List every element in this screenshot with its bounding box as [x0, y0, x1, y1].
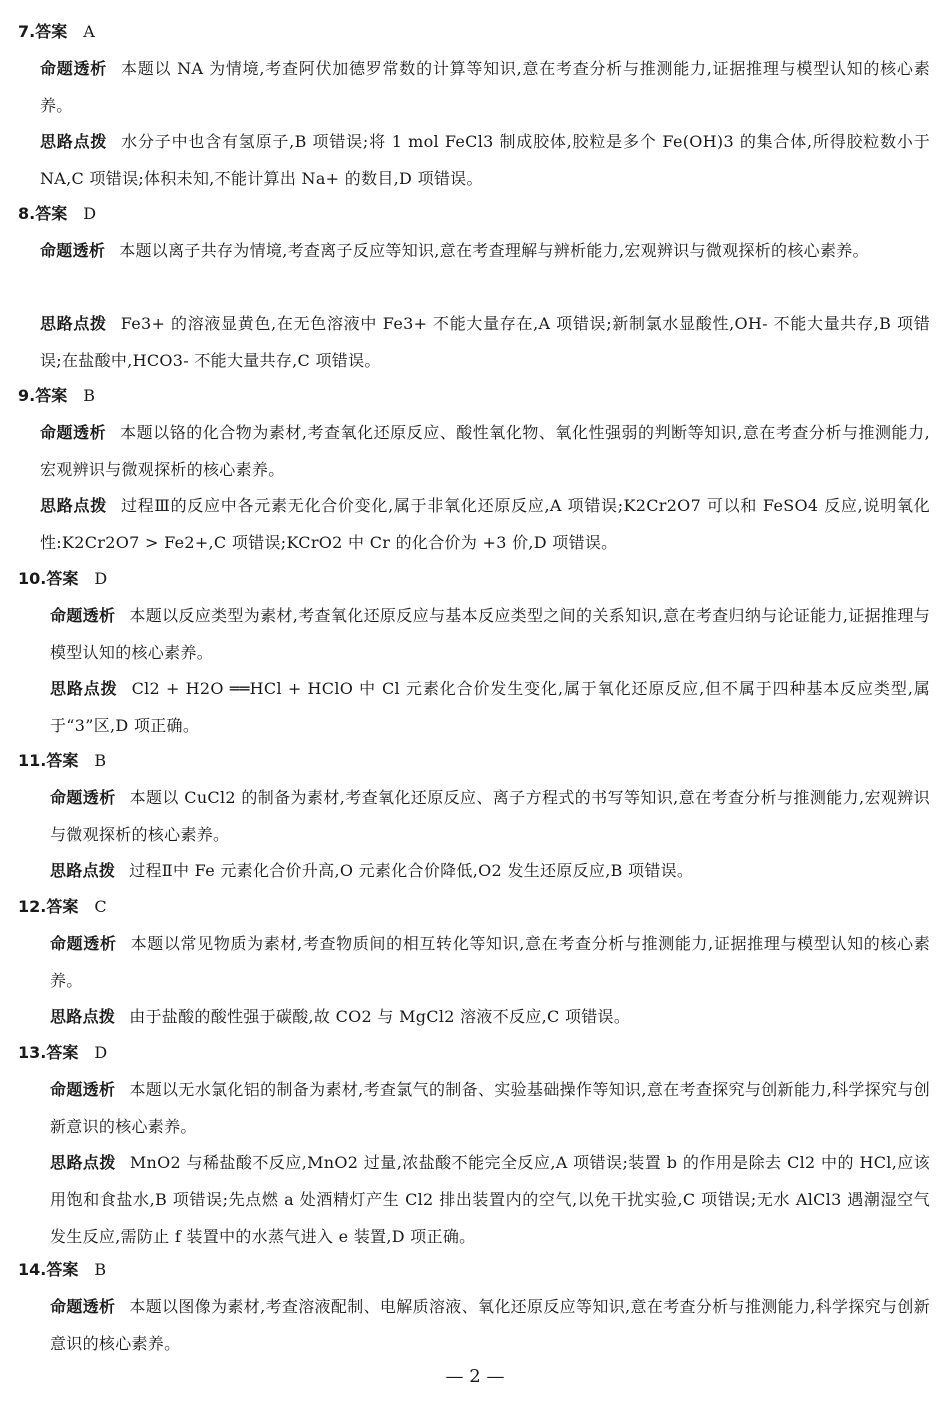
answer-label: 答案	[35, 204, 68, 223]
question-8-answer-line	[18, 204, 96, 224]
answer-value: A	[83, 22, 95, 41]
tips-text: Fe3+ 的溶液显黄色,在无色溶液中 Fe3+ 不能大量存在,A 项错误;新制氯水显酸性,OH- 不能大量共存,B 项错误;在盐酸中,HCO3- 不能大量共存,C 项错误。	[40, 314, 930, 370]
answer-value: D	[94, 569, 108, 588]
answer-label: 答案	[46, 751, 79, 770]
answer-value: B	[83, 386, 95, 405]
question-10-tips	[50, 670, 930, 744]
question-12-analysis	[50, 925, 930, 999]
question-11-analysis	[50, 779, 930, 853]
question-number: 11.	[18, 751, 47, 770]
answer-value: D	[83, 204, 97, 223]
question-9-analysis	[40, 414, 930, 488]
analysis-label: 命题透析	[50, 934, 117, 953]
tips-text: 水分子中也含有氢原子,B 项错误;将 1 mol FeCl3 制成胶体,胶粒是多个 Fe(OH)3 的集合体,所得胶粒数小于 NA,C 项错误;体积未知,不能计算出 Na+ 的数目,D 项错误。	[40, 132, 931, 188]
tips-text: 过程Ⅱ中 Fe 元素化合价升高,O 元素化合价降低,O2 发生还原反应,B 项错误。	[129, 861, 694, 880]
answer-label: 答案	[35, 386, 68, 405]
analysis-text: 本题以图像为素材,考查溶液配制、电解质溶液、氧化还原反应等知识,意在考查分析与推测能力,科学探究与创新意识的核心素养。	[50, 1297, 931, 1353]
question-7-analysis	[40, 50, 930, 124]
question-13-answer-line	[18, 1043, 107, 1063]
analysis-label: 命题透析	[40, 423, 107, 442]
question-number: 7.	[18, 22, 36, 41]
tips-label: 思路点拨	[50, 861, 116, 880]
question-number: 8.	[18, 204, 36, 223]
question-number: 13.	[18, 1043, 47, 1062]
question-11-answer-line	[18, 751, 106, 771]
question-14-answer-line	[18, 1260, 106, 1280]
tips-label: 思路点拨	[40, 496, 107, 515]
question-number: 9.	[18, 386, 36, 405]
tips-text: MnO2 与稀盐酸不反应,MnO2 过量,浓盐酸不能完全反应,A 项错误;装置 b 的作用是除去 Cl2 中的 HCl,应该用饱和食盐水,B 项错误;先点燃 a 处酒精灯产生 Cl2 排出装置内的空气,以免干扰实验,C 项错误;无水 AlCl3 遇潮湿空气发生反应,需防止 f 装置中的水蒸气进入 e 装置,D 项正确。	[50, 1153, 930, 1246]
analysis-text: 本题以常见物质为素材,考查物质间的相互转化等知识,意在考查分析与推测能力,证据推理与模型认知的核心素养。	[50, 934, 931, 990]
question-7-tips	[40, 123, 930, 197]
question-8-analysis	[40, 232, 930, 269]
question-9-tips	[40, 487, 930, 561]
analysis-label: 命题透析	[40, 59, 108, 78]
question-14-analysis	[50, 1288, 930, 1362]
answer-value: D	[94, 1043, 108, 1062]
analysis-label: 命题透析	[40, 241, 106, 260]
answer-value: B	[94, 1260, 107, 1279]
analysis-label: 命题透析	[50, 606, 116, 625]
tips-label: 思路点拨	[50, 679, 118, 698]
tips-label: 思路点拨	[40, 132, 108, 151]
tips-text: 过程Ⅲ的反应中各元素无化合价变化,属于非氧化还原反应,A 项错误;K2Cr2O7 可以和 FeSO4 反应,说明氧化性:K2Cr2O7 > Fe2+,C 项错误;KCrO2 中 Cr 的化合价为 +3 价,D 项错误。	[40, 496, 930, 552]
analysis-label: 命题透析	[50, 788, 116, 807]
question-number: 10.	[18, 569, 47, 588]
answer-label: 答案	[46, 897, 79, 916]
question-9-answer-line	[18, 386, 95, 406]
question-7-answer-line	[18, 22, 95, 42]
answer-label: 答案	[35, 22, 68, 41]
tips-text: Cl2 + H2O ══HCl + HClO 中 Cl 元素化合价发生变化,属于氧化还原反应,但不属于四种基本反应类型,属于“3”区,D 项正确。	[50, 679, 931, 735]
question-12-answer-line	[18, 897, 107, 917]
question-number: 12.	[18, 897, 47, 916]
page-number: — 2 —	[445, 1366, 505, 1387]
analysis-text: 本题以 NA 为情境,考查阿伏加德罗常数的计算等知识,意在考查分析与推测能力,证据推理与模型认知的核心素养。	[40, 59, 930, 115]
tips-text: 由于盐酸的酸性强于碳酸,故 CO2 与 MgCl2 溶液不反应,C 项错误。	[129, 1007, 631, 1026]
analysis-text: 本题以反应类型为素材,考查氧化还原反应与基本反应类型之间的关系知识,意在考查归纳与论证能力,证据推理与模型认知的核心素养。	[50, 606, 931, 662]
question-10-answer-line	[18, 569, 107, 589]
tips-label: 思路点拨	[40, 314, 107, 333]
answer-value: B	[94, 751, 107, 770]
analysis-label: 命题透析	[50, 1297, 116, 1316]
analysis-text: 本题以铬的化合物为素材,考查氧化还原反应、酸性氧化物、氧化性强弱的判断等知识,意在考查分析与推测能力,宏观辨识与微观探析的核心素养。	[40, 423, 930, 479]
answer-label: 答案	[46, 1260, 79, 1279]
question-13-tips	[50, 1144, 930, 1255]
answer-value: C	[94, 897, 107, 916]
answer-label: 答案	[46, 1043, 79, 1062]
analysis-label: 命题透析	[50, 1080, 116, 1099]
question-10-analysis	[50, 597, 930, 671]
analysis-text: 本题以离子共存为情境,考查离子反应等知识,意在考查理解与辨析能力,宏观辨识与微观探析的核心素养。	[119, 241, 869, 260]
question-number: 14.	[18, 1260, 47, 1279]
question-8-tips	[40, 305, 930, 379]
answer-label: 答案	[46, 569, 79, 588]
question-13-analysis	[50, 1071, 930, 1145]
question-12-tips	[50, 998, 930, 1035]
analysis-text: 本题以无水氯化铝的制备为素材,考查氯气的制备、实验基础操作等知识,意在考查探究与创新能力,科学探究与创新意识的核心素养。	[50, 1080, 931, 1136]
tips-label: 思路点拨	[50, 1007, 116, 1026]
analysis-text: 本题以 CuCl2 的制备为素材,考查氧化还原反应、离子方程式的书写等知识,意在考查分析与推测能力,宏观辨识与微观探析的核心素养。	[50, 788, 930, 844]
tips-label: 思路点拨	[50, 1153, 116, 1172]
question-11-tips	[50, 852, 930, 889]
